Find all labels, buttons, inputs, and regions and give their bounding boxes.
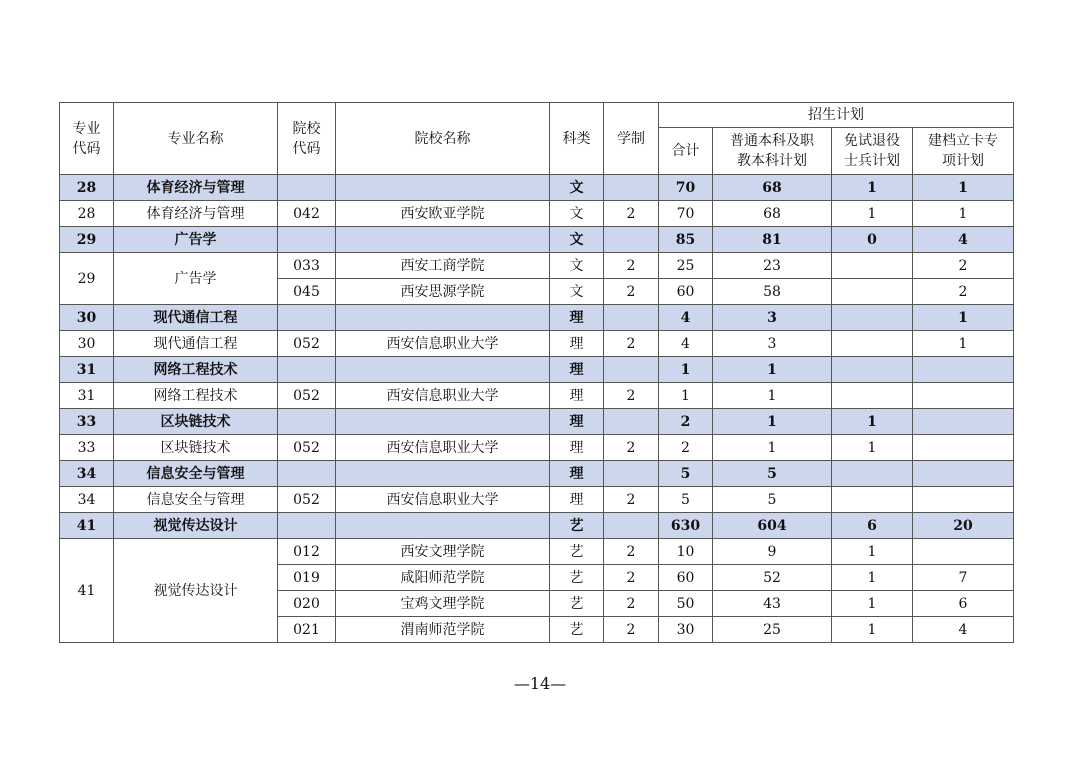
total-cell: 2: [659, 409, 713, 435]
regular-plan-cell: 3: [713, 331, 832, 357]
duration-cell: 2: [604, 435, 659, 461]
duration-cell: [604, 305, 659, 331]
table-row: [60, 383, 1014, 409]
header-regular-plan: 普通本科及职 教本科计划: [713, 128, 832, 175]
duration-cell: 2: [604, 253, 659, 279]
duration-cell: 2: [604, 617, 659, 643]
table-row: [60, 201, 1014, 227]
major-code-cell: 29: [60, 227, 114, 253]
regular-plan-cell: 25: [713, 617, 832, 643]
veteran-plan-cell: 6: [832, 513, 913, 539]
poverty-plan-cell: 2: [913, 279, 1014, 305]
school-code-cell: 052: [278, 331, 336, 357]
table-header: [60, 103, 1014, 175]
major-name-cell: 视觉传达设计: [114, 513, 278, 539]
poverty-plan-cell: 1: [913, 175, 1014, 201]
summary-row: [60, 227, 1014, 253]
school-name-cell: 西安工商学院: [336, 253, 550, 279]
school-code-cell: [278, 409, 336, 435]
total-cell: 50: [659, 591, 713, 617]
header-major-name: 专业名称: [114, 103, 278, 175]
major-name-cell: 现代通信工程: [114, 331, 278, 357]
major-name-cell: 广告学: [114, 227, 278, 253]
major-name-cell: 信息安全与管理: [114, 487, 278, 513]
poverty-plan-cell: 7: [913, 565, 1014, 591]
school-name-cell: 西安欧亚学院: [336, 201, 550, 227]
total-cell: 30: [659, 617, 713, 643]
school-code-cell: 052: [278, 487, 336, 513]
regular-plan-cell: 43: [713, 591, 832, 617]
school-code-cell: 033: [278, 253, 336, 279]
total-cell: 1: [659, 383, 713, 409]
regular-plan-cell: 604: [713, 513, 832, 539]
major-code-cell: 34: [60, 487, 114, 513]
major-name-cell: 现代通信工程: [114, 305, 278, 331]
summary-row: [60, 461, 1014, 487]
veteran-plan-cell: [832, 461, 913, 487]
poverty-plan-cell: [913, 461, 1014, 487]
major-code-cell: 29: [60, 253, 114, 305]
school-name-cell: [336, 175, 550, 201]
duration-cell: 2: [604, 279, 659, 305]
poverty-plan-cell: 4: [913, 617, 1014, 643]
major-name-cell: 广告学: [114, 253, 278, 305]
veteran-plan-cell: 1: [832, 435, 913, 461]
poverty-plan-cell: 6: [913, 591, 1014, 617]
category-cell: 理: [550, 487, 604, 513]
veteran-plan-cell: 1: [832, 565, 913, 591]
major-code-cell: 33: [60, 435, 114, 461]
duration-cell: [604, 175, 659, 201]
school-name-cell: 渭南师范学院: [336, 617, 550, 643]
school-code-cell: 052: [278, 435, 336, 461]
table-row: [60, 539, 1014, 565]
table-row: [60, 331, 1014, 357]
school-name-cell: 西安思源学院: [336, 279, 550, 305]
total-cell: 4: [659, 331, 713, 357]
major-name-cell: 视觉传达设计: [114, 539, 278, 643]
major-code-cell: 31: [60, 383, 114, 409]
veteran-plan-cell: [832, 331, 913, 357]
major-name-cell: 区块链技术: [114, 409, 278, 435]
veteran-plan-cell: [832, 279, 913, 305]
total-cell: 85: [659, 227, 713, 253]
school-name-cell: 宝鸡文理学院: [336, 591, 550, 617]
school-code-cell: 052: [278, 383, 336, 409]
category-cell: 理: [550, 305, 604, 331]
poverty-plan-cell: 2: [913, 253, 1014, 279]
header-school-name: 院校名称: [336, 103, 550, 175]
major-name-cell: 信息安全与管理: [114, 461, 278, 487]
veteran-plan-cell: [832, 487, 913, 513]
veteran-plan-cell: 1: [832, 591, 913, 617]
duration-cell: 2: [604, 331, 659, 357]
school-name-cell: 西安信息职业大学: [336, 383, 550, 409]
table-row: [60, 487, 1014, 513]
regular-plan-cell: 9: [713, 539, 832, 565]
poverty-plan-cell: [913, 357, 1014, 383]
regular-plan-cell: 3: [713, 305, 832, 331]
major-code-cell: 28: [60, 201, 114, 227]
school-name-cell: 西安信息职业大学: [336, 331, 550, 357]
regular-plan-cell: 52: [713, 565, 832, 591]
duration-cell: 2: [604, 383, 659, 409]
category-cell: 理: [550, 461, 604, 487]
poverty-plan-cell: [913, 539, 1014, 565]
category-cell: 理: [550, 383, 604, 409]
duration-cell: [604, 357, 659, 383]
school-code-cell: [278, 357, 336, 383]
major-code-cell: 31: [60, 357, 114, 383]
poverty-plan-cell: [913, 409, 1014, 435]
category-cell: 理: [550, 409, 604, 435]
school-name-cell: [336, 305, 550, 331]
total-cell: 4: [659, 305, 713, 331]
school-name-cell: [336, 357, 550, 383]
total-cell: 70: [659, 175, 713, 201]
school-code-cell: 012: [278, 539, 336, 565]
major-code-cell: 30: [60, 305, 114, 331]
regular-plan-cell: 5: [713, 461, 832, 487]
enrollment-plan-table: [59, 102, 1014, 643]
major-code-cell: 34: [60, 461, 114, 487]
header-veteran-plan: 免试退役 士兵计划: [832, 128, 913, 175]
table-row: [60, 253, 1014, 279]
category-cell: 文: [550, 253, 604, 279]
page-number: —14—: [513, 674, 567, 693]
regular-plan-cell: 1: [713, 357, 832, 383]
regular-plan-cell: 1: [713, 409, 832, 435]
total-cell: 5: [659, 487, 713, 513]
major-code-cell: 33: [60, 409, 114, 435]
table-body: [60, 175, 1014, 643]
category-cell: 理: [550, 331, 604, 357]
duration-cell: [604, 461, 659, 487]
category-cell: 艺: [550, 617, 604, 643]
school-code-cell: [278, 175, 336, 201]
major-code-cell: 41: [60, 513, 114, 539]
poverty-plan-cell: [913, 383, 1014, 409]
duration-cell: [604, 513, 659, 539]
header-school-code: 院校 代码: [278, 103, 336, 175]
category-cell: 艺: [550, 513, 604, 539]
category-cell: 艺: [550, 565, 604, 591]
regular-plan-cell: 58: [713, 279, 832, 305]
category-cell: 理: [550, 357, 604, 383]
poverty-plan-cell: 1: [913, 201, 1014, 227]
summary-row: [60, 357, 1014, 383]
veteran-plan-cell: 0: [832, 227, 913, 253]
total-cell: 60: [659, 565, 713, 591]
veteran-plan-cell: 1: [832, 175, 913, 201]
major-name-cell: 体育经济与管理: [114, 175, 278, 201]
summary-row: [60, 175, 1014, 201]
poverty-plan-cell: [913, 487, 1014, 513]
duration-cell: 2: [604, 487, 659, 513]
school-name-cell: 咸阳师范学院: [336, 565, 550, 591]
school-code-cell: [278, 461, 336, 487]
poverty-plan-cell: 1: [913, 331, 1014, 357]
poverty-plan-cell: 4: [913, 227, 1014, 253]
veteran-plan-cell: [832, 357, 913, 383]
regular-plan-cell: 81: [713, 227, 832, 253]
total-cell: 2: [659, 435, 713, 461]
veteran-plan-cell: [832, 383, 913, 409]
duration-cell: [604, 227, 659, 253]
veteran-plan-cell: 1: [832, 617, 913, 643]
header-duration: 学制: [604, 103, 659, 175]
veteran-plan-cell: [832, 305, 913, 331]
summary-row: [60, 305, 1014, 331]
total-cell: 25: [659, 253, 713, 279]
major-code-cell: 41: [60, 539, 114, 643]
major-code-cell: 28: [60, 175, 114, 201]
summary-row: [60, 513, 1014, 539]
total-cell: 10: [659, 539, 713, 565]
veteran-plan-cell: 1: [832, 409, 913, 435]
school-code-cell: 019: [278, 565, 336, 591]
school-code-cell: [278, 227, 336, 253]
school-code-cell: [278, 513, 336, 539]
major-name-cell: 体育经济与管理: [114, 201, 278, 227]
regular-plan-cell: 1: [713, 383, 832, 409]
regular-plan-cell: 5: [713, 487, 832, 513]
poverty-plan-cell: 1: [913, 305, 1014, 331]
category-cell: 文: [550, 227, 604, 253]
school-code-cell: 045: [278, 279, 336, 305]
total-cell: 70: [659, 201, 713, 227]
duration-cell: 2: [604, 565, 659, 591]
duration-cell: 2: [604, 201, 659, 227]
regular-plan-cell: 68: [713, 175, 832, 201]
school-name-cell: [336, 409, 550, 435]
header-poverty-plan: 建档立卡专 项计划: [913, 128, 1014, 175]
school-name-cell: 西安文理学院: [336, 539, 550, 565]
duration-cell: 2: [604, 539, 659, 565]
veteran-plan-cell: 1: [832, 539, 913, 565]
category-cell: 文: [550, 201, 604, 227]
header-plan-group: 招生计划: [659, 103, 1014, 128]
total-cell: 60: [659, 279, 713, 305]
major-name-cell: 网络工程技术: [114, 357, 278, 383]
school-code-cell: 021: [278, 617, 336, 643]
school-name-cell: 西安信息职业大学: [336, 487, 550, 513]
regular-plan-cell: 1: [713, 435, 832, 461]
school-code-cell: 042: [278, 201, 336, 227]
major-name-cell: 网络工程技术: [114, 383, 278, 409]
major-code-cell: 30: [60, 331, 114, 357]
category-cell: 文: [550, 279, 604, 305]
major-name-cell: 区块链技术: [114, 435, 278, 461]
regular-plan-cell: 68: [713, 201, 832, 227]
category-cell: 文: [550, 175, 604, 201]
category-cell: 理: [550, 435, 604, 461]
header-total: 合计: [659, 128, 713, 175]
poverty-plan-cell: 20: [913, 513, 1014, 539]
school-name-cell: 西安信息职业大学: [336, 435, 550, 461]
table-row: [60, 435, 1014, 461]
total-cell: 1: [659, 357, 713, 383]
poverty-plan-cell: [913, 435, 1014, 461]
category-cell: 艺: [550, 591, 604, 617]
school-code-cell: [278, 305, 336, 331]
duration-cell: 2: [604, 591, 659, 617]
school-name-cell: [336, 513, 550, 539]
duration-cell: [604, 409, 659, 435]
veteran-plan-cell: 1: [832, 201, 913, 227]
school-name-cell: [336, 227, 550, 253]
summary-row: [60, 409, 1014, 435]
total-cell: 630: [659, 513, 713, 539]
total-cell: 5: [659, 461, 713, 487]
regular-plan-cell: 23: [713, 253, 832, 279]
veteran-plan-cell: [832, 253, 913, 279]
header-major-code: 专业 代码: [60, 103, 114, 175]
school-name-cell: [336, 461, 550, 487]
header-category: 科类: [550, 103, 604, 175]
category-cell: 艺: [550, 539, 604, 565]
school-code-cell: 020: [278, 591, 336, 617]
